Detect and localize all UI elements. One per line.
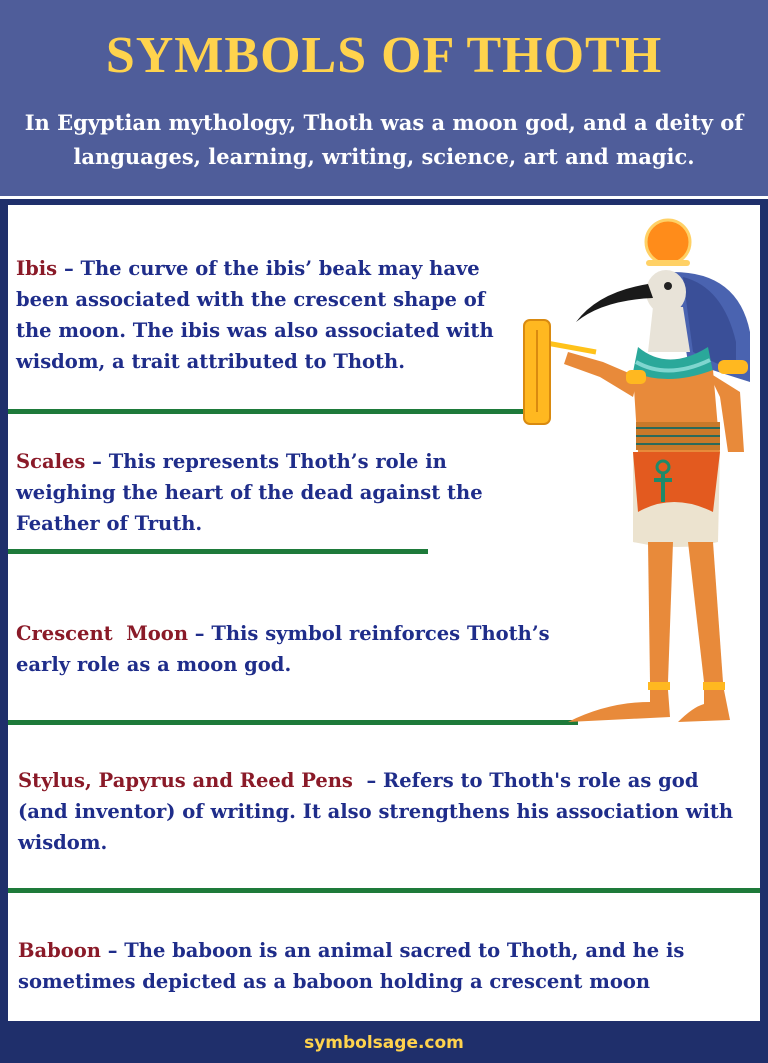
page-title: SYMBOLS OF THOTH [105,27,663,84]
entry-ibis [16,253,516,377]
entry-term: Stylus, Papyrus and Reed Pens [18,769,353,792]
page-subtitle: In Egyptian mythology, Thoth was a moon god, and a deity of languages, learning, writing, science, art and magic. [24,110,744,169]
footer-site: symbolsage.com [304,1033,464,1053]
thoth-figure-icon [508,212,760,732]
header-banner [0,0,768,199]
entry-term: Baboon [18,939,101,962]
divider-2 [8,549,428,554]
entry-term: Scales [16,450,86,473]
entry-stylus [18,765,753,858]
divider-1 [8,409,530,414]
entry-text: – This represents Thoth’s role in weighing the heart of the dead against the Feather of Truth. [16,450,483,535]
entry-term: Crescent Moon [16,622,188,645]
entry-baboon [18,935,753,997]
divider-3 [8,720,578,725]
divider-4 [8,888,760,893]
entry-text: – The baboon is an animal sacred to Thoth, and he is sometimes depicted as a baboon holding a crescent moon [18,939,685,993]
entry-scales [16,446,516,539]
entry-text: – The curve of the ibis’ beak may have been associated with the crescent shape of the moon. The ibis was also associated with wisdom, a trait attributed to Thoth. [16,257,494,373]
entry-text: – Refers to Thoth's role as god (and inventor) of writing. It also strengthens his association with wisdom. [18,769,740,854]
entry-text: – This symbol reinforces Thoth’s early role as a moon god. [16,622,550,676]
entry-term: Ibis [16,257,58,280]
